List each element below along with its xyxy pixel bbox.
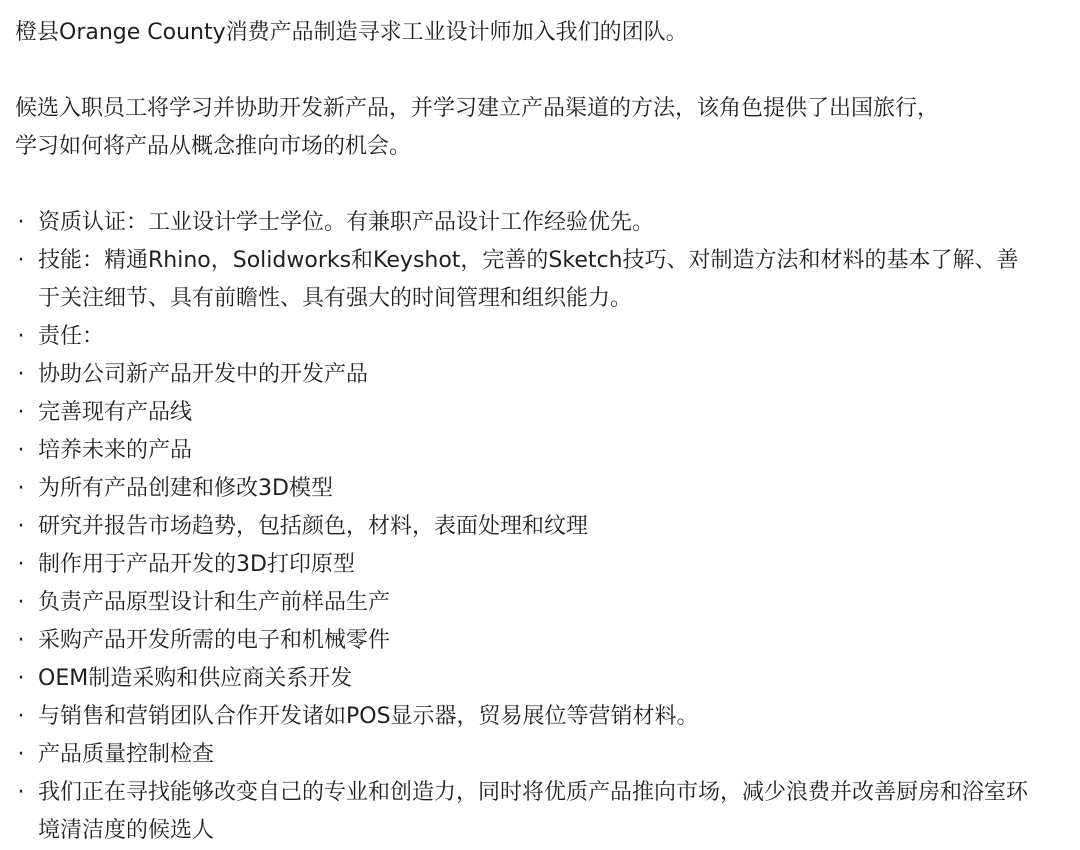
- bullet-icon: ·: [17, 324, 25, 349]
- list-item: [15, 546, 1040, 584]
- bullet-icon: ·: [17, 666, 25, 691]
- requirements-list: [15, 204, 1040, 850]
- description-line: 候选入职员工将学习并协助开发新产品，并学习建立产品渠道的方法，该角色提供了出国旅行，: [15, 96, 940, 121]
- list-item: [15, 736, 1040, 774]
- list-item-text: OEM制造采购和供应商关系开发: [38, 666, 353, 691]
- list-item: [15, 698, 1040, 736]
- bullet-icon: ·: [17, 780, 25, 805]
- bullet-icon: ·: [17, 362, 25, 387]
- list-item-text: 资质认证：工业设计学士学位。有兼职产品设计工作经验优先。: [38, 210, 655, 235]
- paragraph-gap: [15, 52, 1040, 90]
- list-item-text: 责任：: [38, 324, 105, 349]
- bullet-icon: ·: [17, 438, 25, 463]
- list-item-text: 培养未来的产品: [38, 438, 193, 463]
- list-item-text: 技能：精通Rhino，Solidworks和Keyshot，完善的Sketch技巧、对制造方法和材料的基本了解、善于关注细节、具有前瞻性、具有强大的时间管理和组织能力。: [38, 248, 1019, 311]
- bullet-icon: ·: [17, 476, 25, 501]
- list-item: [15, 470, 1040, 508]
- list-item-text: 我们正在寻找能够改变自己的专业和创造力，同时将优质产品推向市场，减少浪费并改善厨房和浴室环境清洁度的候选人: [38, 780, 1029, 843]
- bullet-icon: ·: [17, 590, 25, 615]
- list-item-text: 完善现有产品线: [38, 400, 193, 425]
- list-item: [15, 774, 1040, 850]
- bullet-icon: ·: [17, 514, 25, 539]
- list-item-text: 研究并报告市场趋势，包括颜色，材料，表面处理和纹理: [38, 514, 589, 539]
- bullet-icon: ·: [17, 400, 25, 425]
- list-item: [15, 508, 1040, 546]
- bullet-icon: ·: [17, 210, 25, 235]
- description-paragraph: [15, 90, 1040, 166]
- intro-paragraph: 橙县Orange County消费产品制造寻求工业设计师加入我们的团队。: [15, 20, 688, 45]
- list-item-text: 制作用于产品开发的3D打印原型: [38, 552, 355, 577]
- list-item-text: 产品质量控制检查: [38, 742, 215, 767]
- paragraph-gap: [15, 166, 1040, 204]
- bullet-icon: ·: [17, 704, 25, 729]
- description-line: 学习如何将产品从概念推向市场的机会。: [15, 134, 412, 159]
- list-item-text: 与销售和营销团队合作开发诸如POS显示器，贸易展位等营销材料。: [38, 704, 699, 729]
- list-item: [15, 432, 1040, 470]
- list-item: [15, 584, 1040, 622]
- list-item: [15, 622, 1040, 660]
- list-item: [15, 660, 1040, 698]
- list-item-text: 采购产品开发所需的电子和机械零件: [38, 628, 391, 653]
- list-item: [15, 318, 1040, 356]
- list-item: [15, 204, 1040, 242]
- list-item-text: 负责产品原型设计和生产前样品生产: [38, 590, 391, 615]
- list-item: [15, 356, 1040, 394]
- bullet-icon: ·: [17, 552, 25, 577]
- list-item: [15, 394, 1040, 432]
- bullet-icon: ·: [17, 742, 25, 767]
- list-item: [15, 242, 1040, 318]
- bullet-icon: ·: [17, 628, 25, 653]
- list-item-text: 协助公司新产品开发中的开发产品: [38, 362, 369, 387]
- bullet-icon: ·: [17, 248, 25, 273]
- list-item-text: 为所有产品创建和修改3D模型: [38, 476, 333, 501]
